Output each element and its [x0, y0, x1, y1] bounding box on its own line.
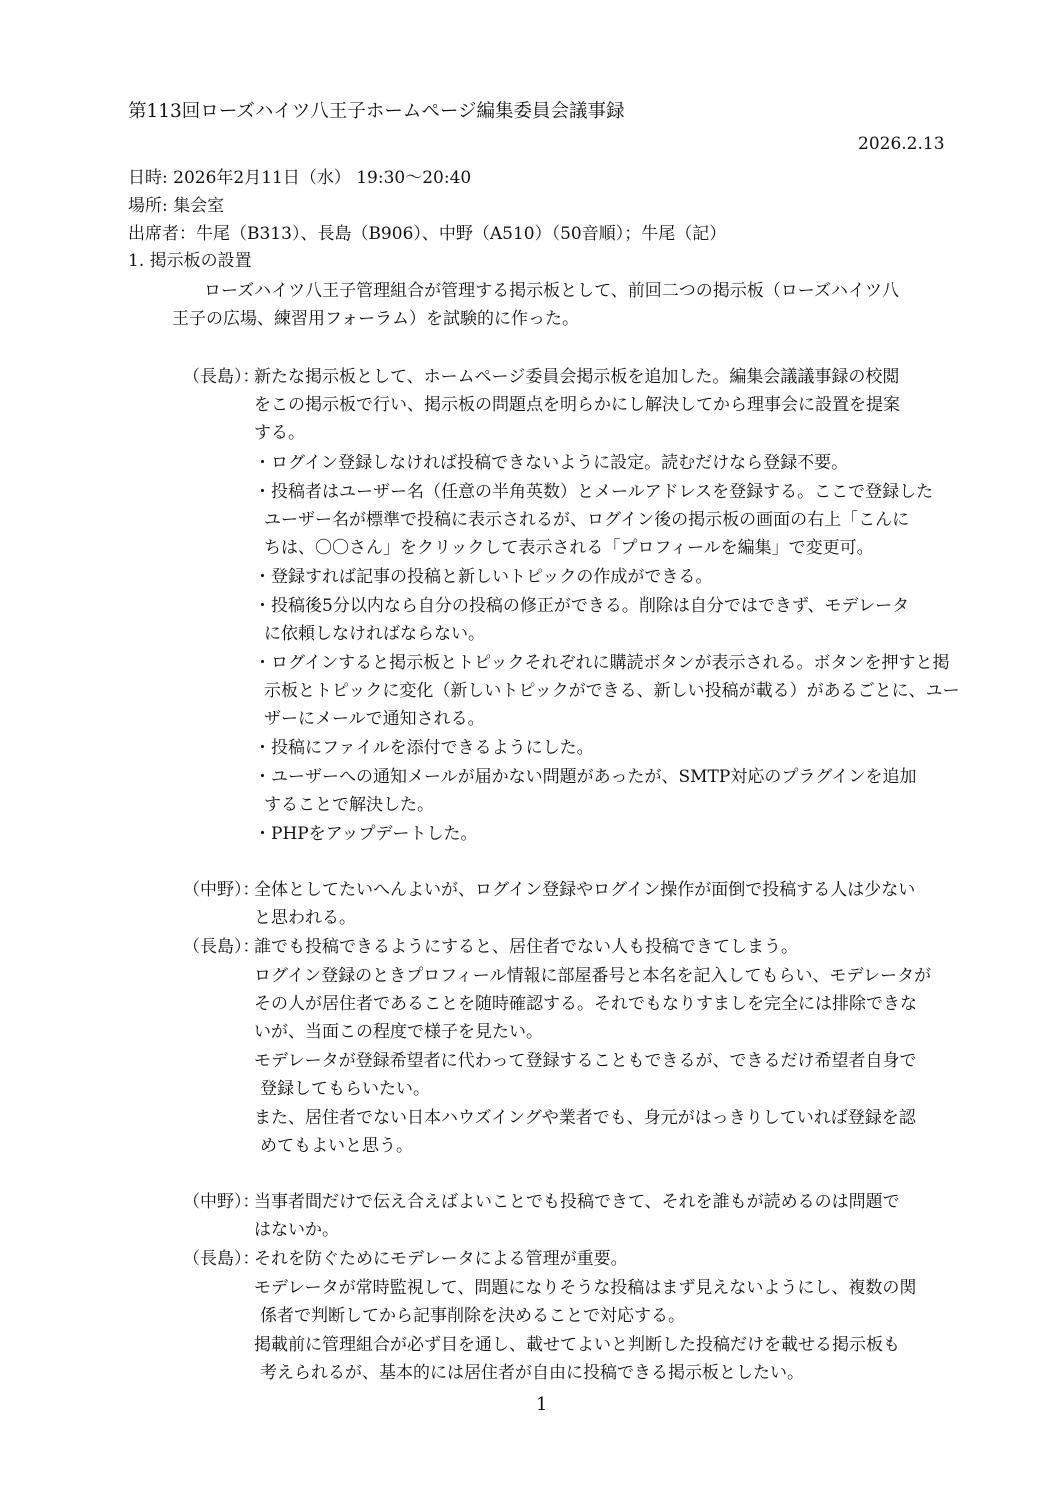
remark-line: 全体としてたいへんよいが、ログイン登録やログイン操作が面倒で投稿する人は少ない — [254, 880, 916, 900]
remark-line: その人が居住者であることを随時確認する。それでもなりすましを完全には排除できな — [254, 994, 917, 1014]
remark-line: また、居住者でない日本ハウズイングや業者でも、身元がはっきりしていれば登録を認 — [254, 1108, 916, 1128]
section-heading: 1. 掲示板の設置 — [128, 251, 252, 271]
bullet-line: ・ユーザーへの通知メールが届かない問題があったが、SMTP対応のプラグインを追加 — [254, 767, 917, 787]
remark-line: 掲載前に管理組合が必ず目を通し、載せてよいと判断した投稿だけを載せる掲示板も — [254, 1335, 900, 1355]
bullet-line: に依頼しなければならない。 — [264, 624, 485, 644]
bullet-line: ・投稿にファイルを添付できるようにした。 — [254, 738, 594, 758]
remark-line: いが、当面この程度で様子を見たい。 — [254, 1022, 543, 1042]
bullet-line: することで解決した。 — [264, 795, 434, 815]
bullet-line: ・PHPをアップデートした。 — [254, 824, 478, 844]
speaker-label-nakano: （中野）： — [183, 1192, 260, 1212]
remark-line: する。 — [254, 423, 305, 443]
bullet-line: ・ログイン登録しなければ投稿できないように設定。読むだけなら登録不要。 — [254, 453, 849, 473]
speaker-label-nagashima: （長島）： — [183, 1249, 260, 1269]
bullet-line: ユーザー名が標準で投稿に表示されるが、ログイン後の掲示板の画面の右上「こんに — [264, 510, 910, 530]
remark-line: めてもよいと思う。 — [260, 1136, 413, 1156]
bullet-line: ・登録すれば記事の投稿と新しいトピックの作成ができる。 — [254, 567, 713, 587]
remark-line: と思われる。 — [254, 908, 356, 928]
remark-line: 当事者間だけで伝え合えばよいことでも投稿できて、それを誰もが読めるのは問題で — [254, 1192, 900, 1212]
document-date: 2026.2.13 — [858, 134, 945, 154]
remark-line: 係者で判断してから記事削除を決めることで対応する。 — [260, 1306, 685, 1326]
page-number: 1 — [536, 1394, 548, 1415]
speaker-label-nagashima: （長島）： — [183, 367, 260, 387]
remark-line: 考えられるが、基本的には居住者が自由に投稿できる掲示板としたい。 — [260, 1363, 804, 1383]
remark-line: はないか。 — [254, 1220, 339, 1240]
speaker-label-nagashima: （長島）： — [183, 937, 260, 957]
remark-line: をこの掲示板で行い、掲示板の問題点を明らかにし解決してから理事会に設置を提案 — [254, 395, 900, 415]
meeting-attendees: 出席者：牛尾（B313）、長島（B906）、中野（A510）（50音順）；牛尾（記） — [128, 224, 727, 244]
section-intro-line: ローズハイツ八王子管理組合が管理する掲示板として、前回二つの掲示板（ローズハイツ八 — [204, 281, 899, 301]
remark-line: モデレータが常時監視して、問題になりそうな投稿はまず見えないようにし、複数の関 — [254, 1278, 917, 1298]
remark-line: 新たな掲示板として、ホームページ委員会掲示板を追加した。編集会議議事録の校閲 — [254, 367, 900, 387]
meeting-datetime: 日時: 2026年2月11日（水） 19:30〜20:40 — [128, 168, 472, 188]
meeting-place: 場所: 集会室 — [128, 196, 225, 216]
bullet-line: ザーにメールで通知される。 — [264, 709, 485, 729]
bullet-line: ・投稿者はユーザー名（任意の半角英数）とメールアドレスを登録する。ここで登録した — [254, 482, 934, 502]
remark-line: 登録してもらいたい。 — [260, 1079, 430, 1099]
section-intro-line: 王子の広場、練習用フォーラム）を試験的に作った。 — [172, 309, 579, 329]
document-title: 第113回ローズハイツ八王子ホームページ編集委員会議事録 — [128, 101, 625, 122]
speaker-label-nakano: （中野）： — [183, 880, 260, 900]
remark-line: モデレータが登録希望者に代わって登録することもできるが、できるだけ希望者自身で — [254, 1051, 917, 1071]
remark-line: 誰でも投稿できるようにすると、居住者でない人も投稿できてしまう。 — [254, 937, 798, 957]
bullet-line: ・投稿後5分以内なら自分の投稿の修正ができる。削除は自分ではできず、モデレータ — [254, 596, 910, 616]
bullet-line: ・ログインすると掲示板とトピックそれぞれに購読ボタンが表示される。ボタンを押すと掲 — [254, 653, 950, 673]
bullet-line: 示板とトピックに変化（新しいトピックができる、新しい投稿が載る）があるごとに、ユー — [264, 681, 960, 701]
remark-line: ログイン登録のときプロフィール情報に部屋番号と本名を記入してもらい、モデレータが — [254, 966, 932, 986]
remark-line: それを防ぐためにモデレータによる管理が重要。 — [254, 1249, 628, 1269]
bullet-line: ちは、〇〇さん」をクリックして表示される「プロフィールを編集」で変更可。 — [264, 538, 874, 558]
